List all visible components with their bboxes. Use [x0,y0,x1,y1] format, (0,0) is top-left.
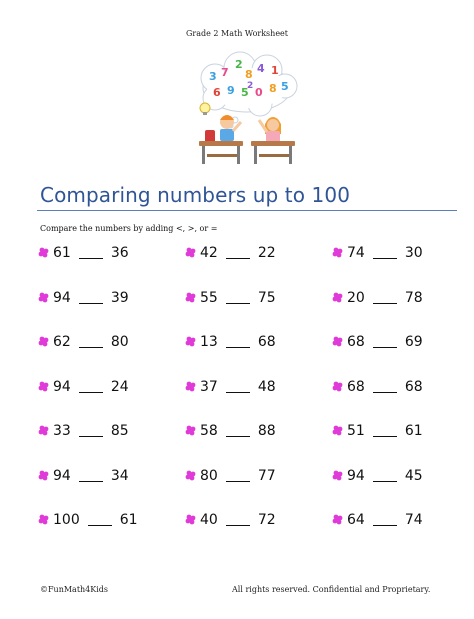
svg-text:3: 3 [209,70,217,83]
comparison-problem [185,510,276,530]
pink-flower-icon [332,425,344,437]
left-number: 13 [200,334,218,350]
right-number: 24 [110,378,129,395]
right-number: 30 [404,245,423,261]
left-number: 55 [200,289,218,306]
right-number: 45 [404,467,423,484]
svg-text:5: 5 [241,86,249,99]
right-number: 74 [404,512,423,528]
right-number: 34 [110,467,129,484]
right-number: 22 [257,245,276,261]
pink-flower-icon [185,292,197,304]
footer-copyright: ©FunMath4Kids [40,585,109,594]
left-number: 80 [200,467,218,484]
left-number: 42 [200,245,218,261]
svg-text:1: 1 [271,64,279,77]
right-number: 80 [110,334,129,350]
pink-flower-icon [332,470,344,482]
pink-flower-icon [185,247,197,259]
left-number: 64 [347,512,365,528]
comparison-problem [185,243,276,263]
footer-rights: All rights reserved. Confidential and Proprietary. [232,585,431,594]
svg-text:6: 6 [213,86,221,99]
comparison-problem [38,377,129,397]
left-number: 100 [53,512,80,528]
pink-flower-icon [38,514,50,526]
answer-blank[interactable] [373,425,397,437]
left-number: 37 [200,378,218,395]
comparison-problem [38,243,129,263]
right-number: 61 [404,423,423,439]
svg-text:8: 8 [245,68,253,81]
answer-blank[interactable] [79,425,103,437]
right-number: 68 [404,378,423,395]
worksheet-title: Comparing numbers up to 100 [40,183,351,207]
comparison-problem [38,510,138,530]
svg-text:8: 8 [269,82,277,95]
svg-text:2: 2 [247,81,254,91]
right-number: 75 [257,289,276,306]
comparison-problem [332,243,423,263]
left-number: 94 [53,289,71,306]
answer-blank[interactable] [226,292,250,304]
answer-blank[interactable] [373,336,397,348]
answer-blank[interactable] [373,292,397,304]
right-number: 48 [257,378,276,395]
right-number: 85 [110,423,129,439]
left-number: 62 [53,334,71,350]
left-number: 20 [347,289,365,306]
comparison-problem [332,510,423,530]
pink-flower-icon [38,425,50,437]
answer-blank[interactable] [79,470,103,482]
pink-flower-icon [185,381,197,393]
answer-blank[interactable] [226,514,250,526]
left-number: 33 [53,423,71,439]
pink-flower-icon [38,247,50,259]
svg-text:5: 5 [281,80,289,93]
pink-flower-icon [332,336,344,348]
pink-flower-icon [185,514,197,526]
right-number: 68 [257,334,276,350]
right-number: 36 [110,245,129,261]
comparison-problem [185,466,276,486]
pink-flower-icon [38,470,50,482]
left-number: 51 [347,423,365,439]
answer-blank[interactable] [373,381,397,393]
comparison-problem [185,332,276,352]
comparison-problem [332,377,423,397]
pink-flower-icon [185,336,197,348]
right-number: 78 [404,289,423,306]
svg-text:0: 0 [255,86,263,99]
comparison-problem [185,421,276,441]
right-number: 72 [257,512,276,528]
worksheet-header: Grade 2 Math Worksheet [186,29,288,38]
pink-flower-icon [332,247,344,259]
answer-blank[interactable] [373,470,397,482]
comparison-problem [185,377,276,397]
left-number: 94 [53,467,71,484]
left-number: 68 [347,334,365,350]
answer-blank[interactable] [79,336,103,348]
answer-blank[interactable] [79,292,103,304]
comparison-problem [38,421,129,441]
answer-blank[interactable] [79,247,103,259]
right-number: 61 [119,512,138,528]
comparison-problem [38,466,129,486]
svg-text:4: 4 [257,62,265,75]
answer-blank[interactable] [226,336,250,348]
pink-flower-icon [185,470,197,482]
right-number: 88 [257,423,276,439]
left-number: 58 [200,423,218,439]
answer-blank[interactable] [226,470,250,482]
pink-flower-icon [332,514,344,526]
pink-flower-icon [332,381,344,393]
worksheet-instructions: Compare the numbers by adding <, >, or = [40,224,218,233]
left-number: 61 [53,245,71,261]
left-number: 74 [347,245,365,261]
right-number: 39 [110,289,129,306]
answer-blank[interactable] [79,381,103,393]
comparison-problem [38,332,129,352]
pink-flower-icon [185,425,197,437]
left-number: 94 [53,378,71,395]
comparison-problem [332,288,423,308]
right-number: 69 [404,334,423,350]
pink-flower-icon [38,381,50,393]
answer-blank[interactable] [226,247,250,259]
svg-text:2: 2 [235,58,243,71]
left-number: 40 [200,512,218,528]
comparison-problem [332,332,423,352]
comparison-problem [185,288,276,308]
answer-blank[interactable] [373,247,397,259]
svg-text:9: 9 [227,84,235,97]
answer-blank[interactable] [226,425,250,437]
comparison-problem [332,421,423,441]
right-number: 77 [257,467,276,484]
answer-blank[interactable] [88,514,112,526]
answer-blank[interactable] [226,381,250,393]
pink-flower-icon [38,292,50,304]
pink-flower-icon [332,292,344,304]
comparison-problem [332,466,423,486]
pink-flower-icon [38,336,50,348]
svg-text:7: 7 [221,66,229,79]
left-number: 94 [347,467,365,484]
answer-blank[interactable] [373,514,397,526]
comparison-problem [38,288,129,308]
left-number: 68 [347,378,365,395]
